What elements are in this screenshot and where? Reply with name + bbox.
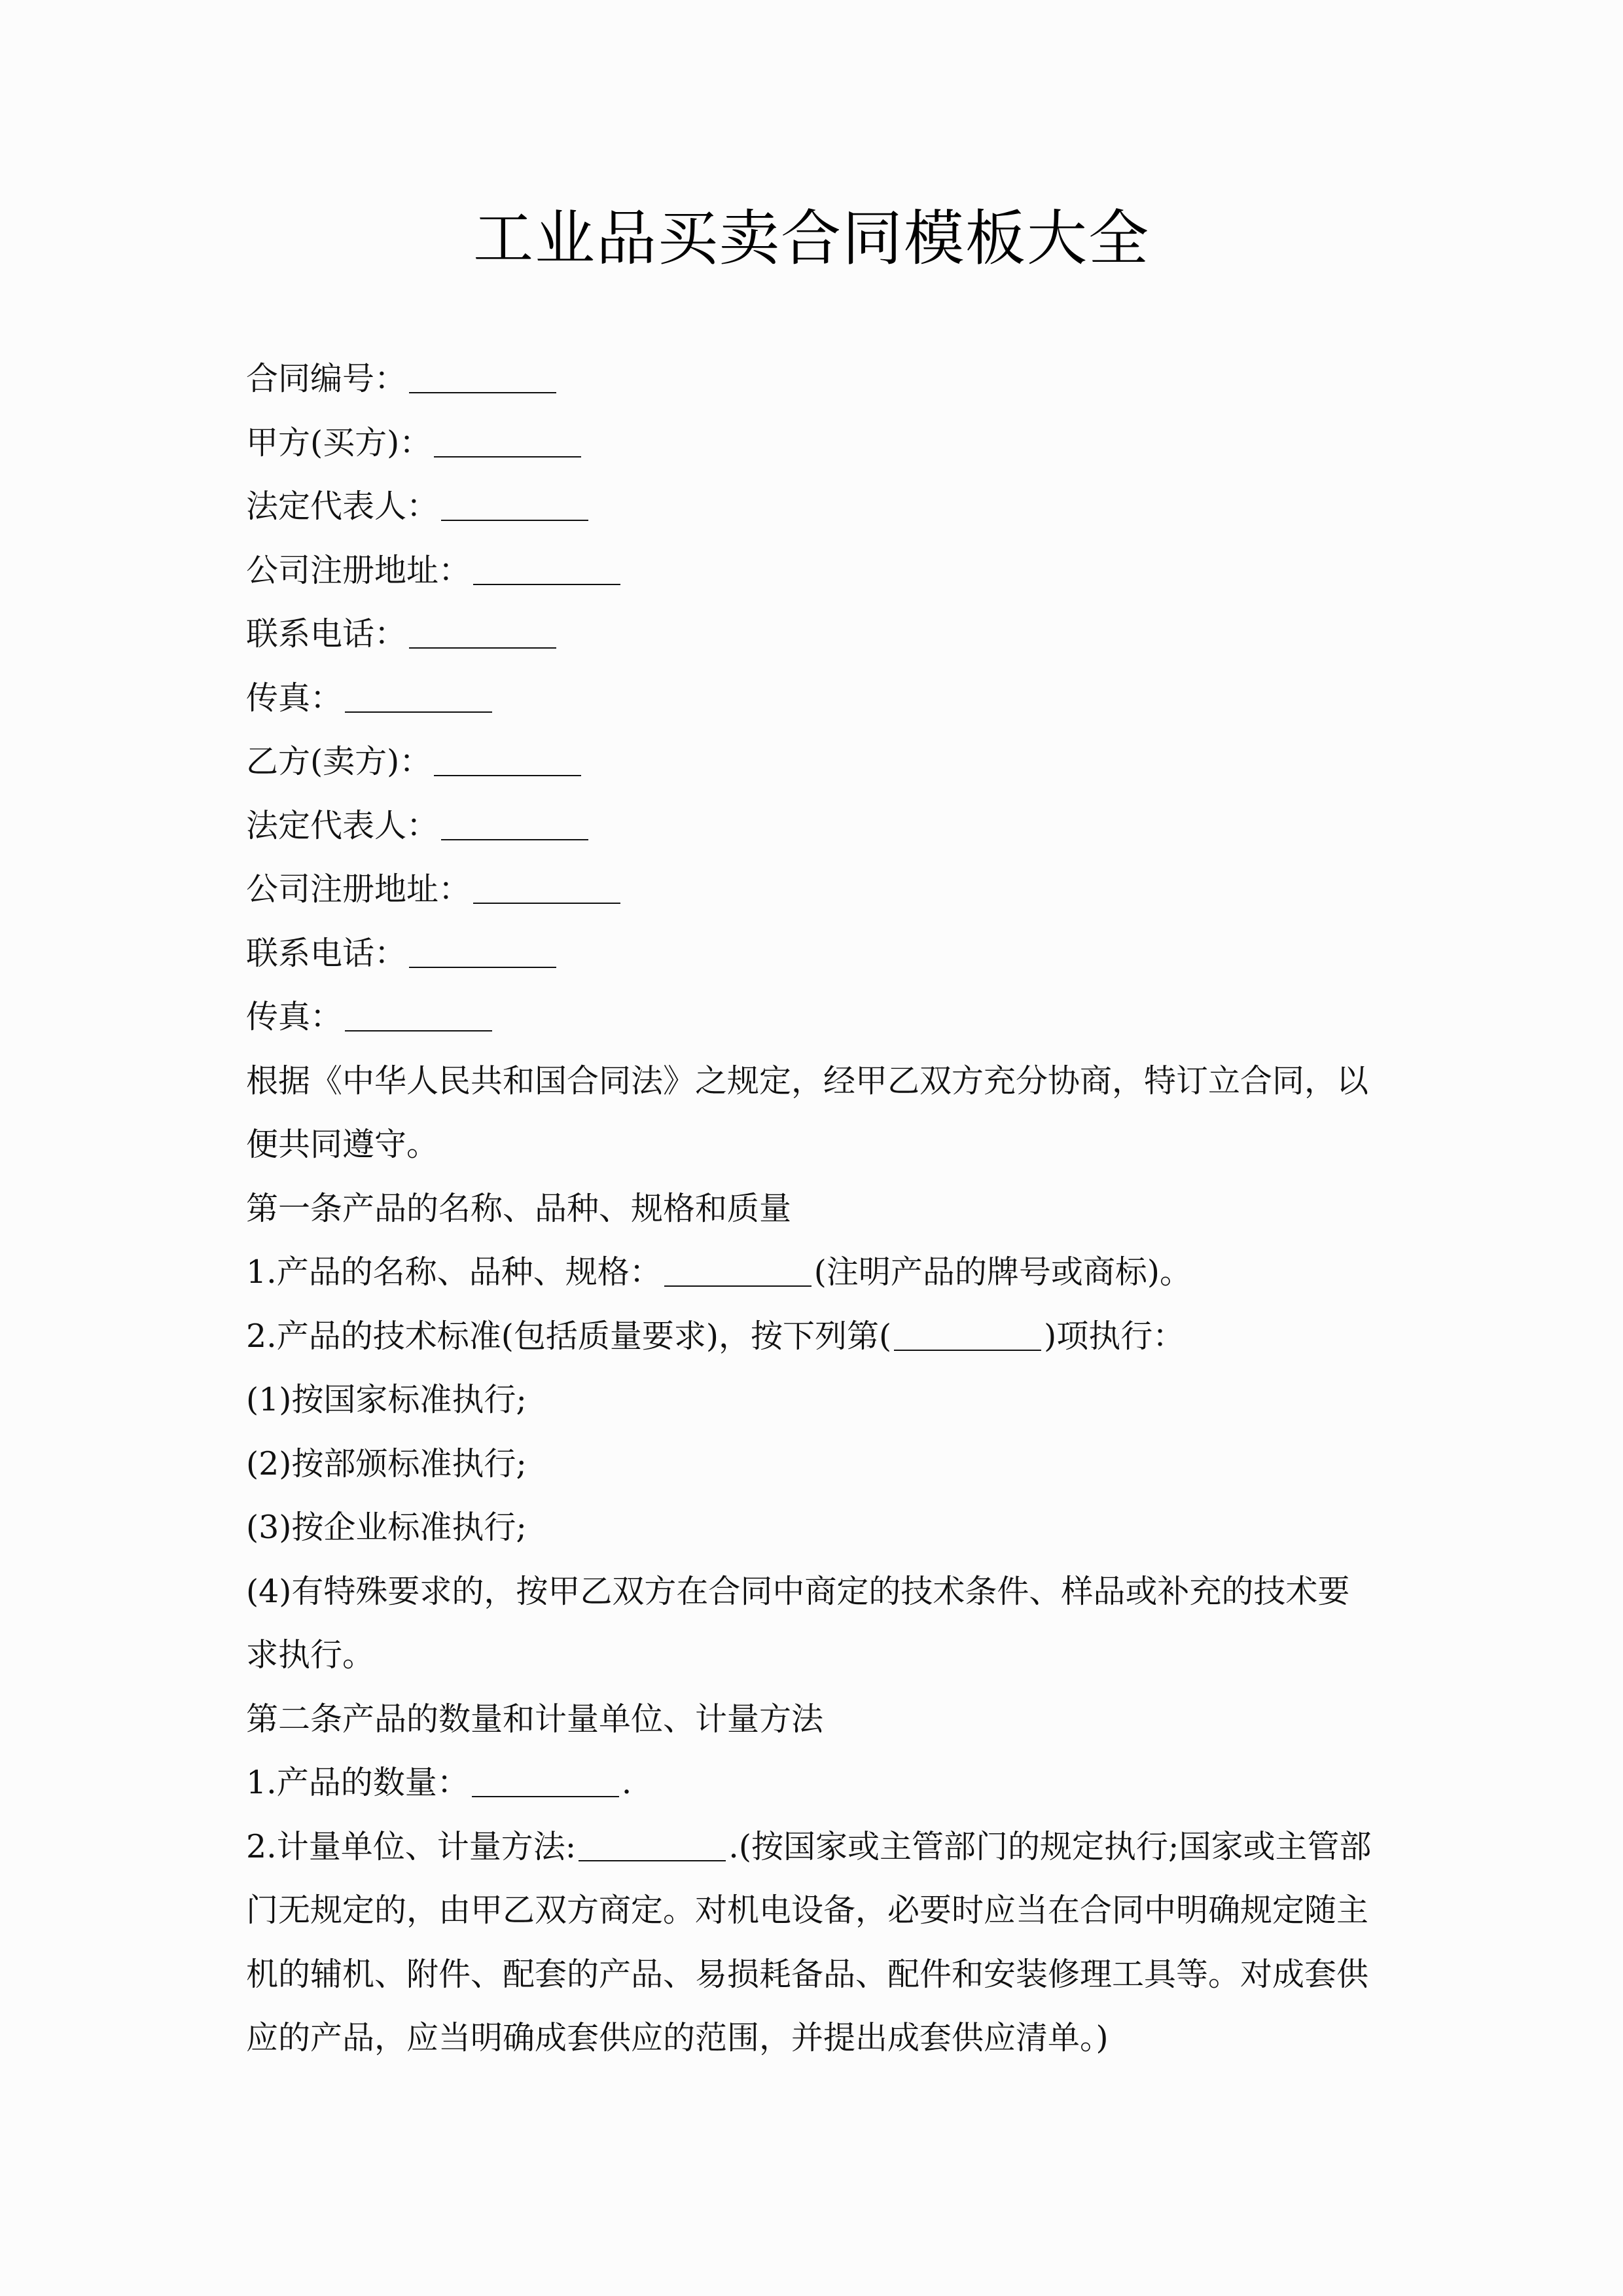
field-label: 法定代表人： — [246, 488, 439, 525]
party-a-address-blank[interactable] — [473, 584, 620, 585]
party-b-blank[interactable] — [434, 775, 581, 776]
standard-option-2: (2)按部颁标准执行; — [246, 1444, 527, 1482]
standard-option-blank[interactable] — [894, 1350, 1041, 1351]
article-1-item-1 — [246, 1240, 1378, 1304]
standard-option-4: (4)有特殊要求的，按甲乙双方在合同中商定的技术条件、样品或补充的技术要求执行。 — [246, 1572, 1350, 1674]
party-a-fax-blank[interactable] — [345, 711, 492, 713]
field-label: 传真： — [246, 998, 343, 1035]
quantity-blank[interactable] — [472, 1796, 619, 1797]
standard-option-3: (3)按企业标准执行; — [246, 1509, 527, 1546]
field-party-b-phone — [246, 922, 1378, 986]
field-party-b-fax — [246, 985, 1378, 1049]
item-suffix: (注明产品的牌号或商标)。 — [813, 1253, 1192, 1291]
field-label: 联系电话： — [246, 934, 407, 972]
product-name-blank[interactable] — [664, 1285, 812, 1287]
measurement-unit-blank[interactable] — [579, 1860, 726, 1861]
field-label: 法定代表人： — [246, 806, 439, 844]
field-party-a-fax — [246, 666, 1378, 730]
item-suffix: )项执行： — [1044, 1317, 1185, 1355]
field-party-a — [246, 411, 1378, 475]
party-b-phone-blank[interactable] — [409, 967, 556, 968]
field-party-b-legal-rep — [246, 794, 1378, 858]
field-label: 公司注册地址： — [246, 551, 471, 589]
item-prefix: 1.产品的名称、品种、规格： — [246, 1253, 662, 1291]
field-label: 公司注册地址： — [246, 870, 471, 908]
field-party-a-address — [246, 539, 1378, 603]
article-2-heading: 第二条产品的数量和计量单位、计量方法 — [246, 1700, 824, 1738]
item-prefix: 2.计量单位、计量方法: — [246, 1827, 577, 1865]
article-2-item-2 — [246, 1815, 1378, 2070]
article-1-heading: 第一条产品的名称、品种、规格和质量 — [246, 1189, 792, 1227]
item-suffix: . — [621, 1764, 632, 1801]
field-label: 乙方(卖方)： — [246, 743, 432, 780]
party-b-address-blank[interactable] — [473, 903, 620, 904]
party-a-legal-rep-blank[interactable] — [441, 520, 588, 521]
party-a-phone-blank[interactable] — [409, 647, 556, 649]
article-2-item-1 — [246, 1751, 1378, 1815]
field-party-b-address — [246, 857, 1378, 922]
field-label: 合同编号： — [246, 360, 407, 397]
field-party-a-phone — [246, 602, 1378, 666]
document-title: 工业品买卖合同模板大全 — [473, 204, 1150, 274]
party-b-fax-blank[interactable] — [345, 1030, 492, 1031]
preamble-paragraph: 根据《中华人民共和国合同法》之规定，经甲乙双方充分协商，特订立合同，以便共同遵守。 — [246, 1062, 1369, 1163]
document-body — [246, 347, 1378, 2070]
field-label: 联系电话： — [246, 615, 407, 653]
field-contract-number — [246, 347, 1378, 411]
field-party-b — [246, 730, 1378, 794]
standard-option-1: (1)按国家标准执行; — [246, 1381, 527, 1418]
item-suffix: .(按国家或主管部门的规定执行;国家或主管部门无规定的，由甲乙双方商定。对机电设备，必要时应当在合同中明确规定随主机的辅机、附件、配套的产品、易损耗备品、配件和安装修理工具等。对成套供应的产品，应当明确成套供应的范围，并提出成套供应清单。) — [246, 1827, 1372, 2056]
article-1-item-2 — [246, 1304, 1378, 1369]
item-prefix: 1.产品的数量： — [246, 1764, 469, 1801]
field-label: 甲方(买方)： — [246, 423, 432, 461]
party-b-legal-rep-blank[interactable] — [441, 839, 588, 840]
field-party-a-legal-rep — [246, 475, 1378, 539]
field-label: 传真： — [246, 679, 343, 717]
contract-number-blank[interactable] — [409, 392, 556, 393]
party-a-blank[interactable] — [434, 456, 581, 457]
item-prefix: 2.产品的技术标准(包括质量要求)，按下列第( — [246, 1317, 892, 1355]
